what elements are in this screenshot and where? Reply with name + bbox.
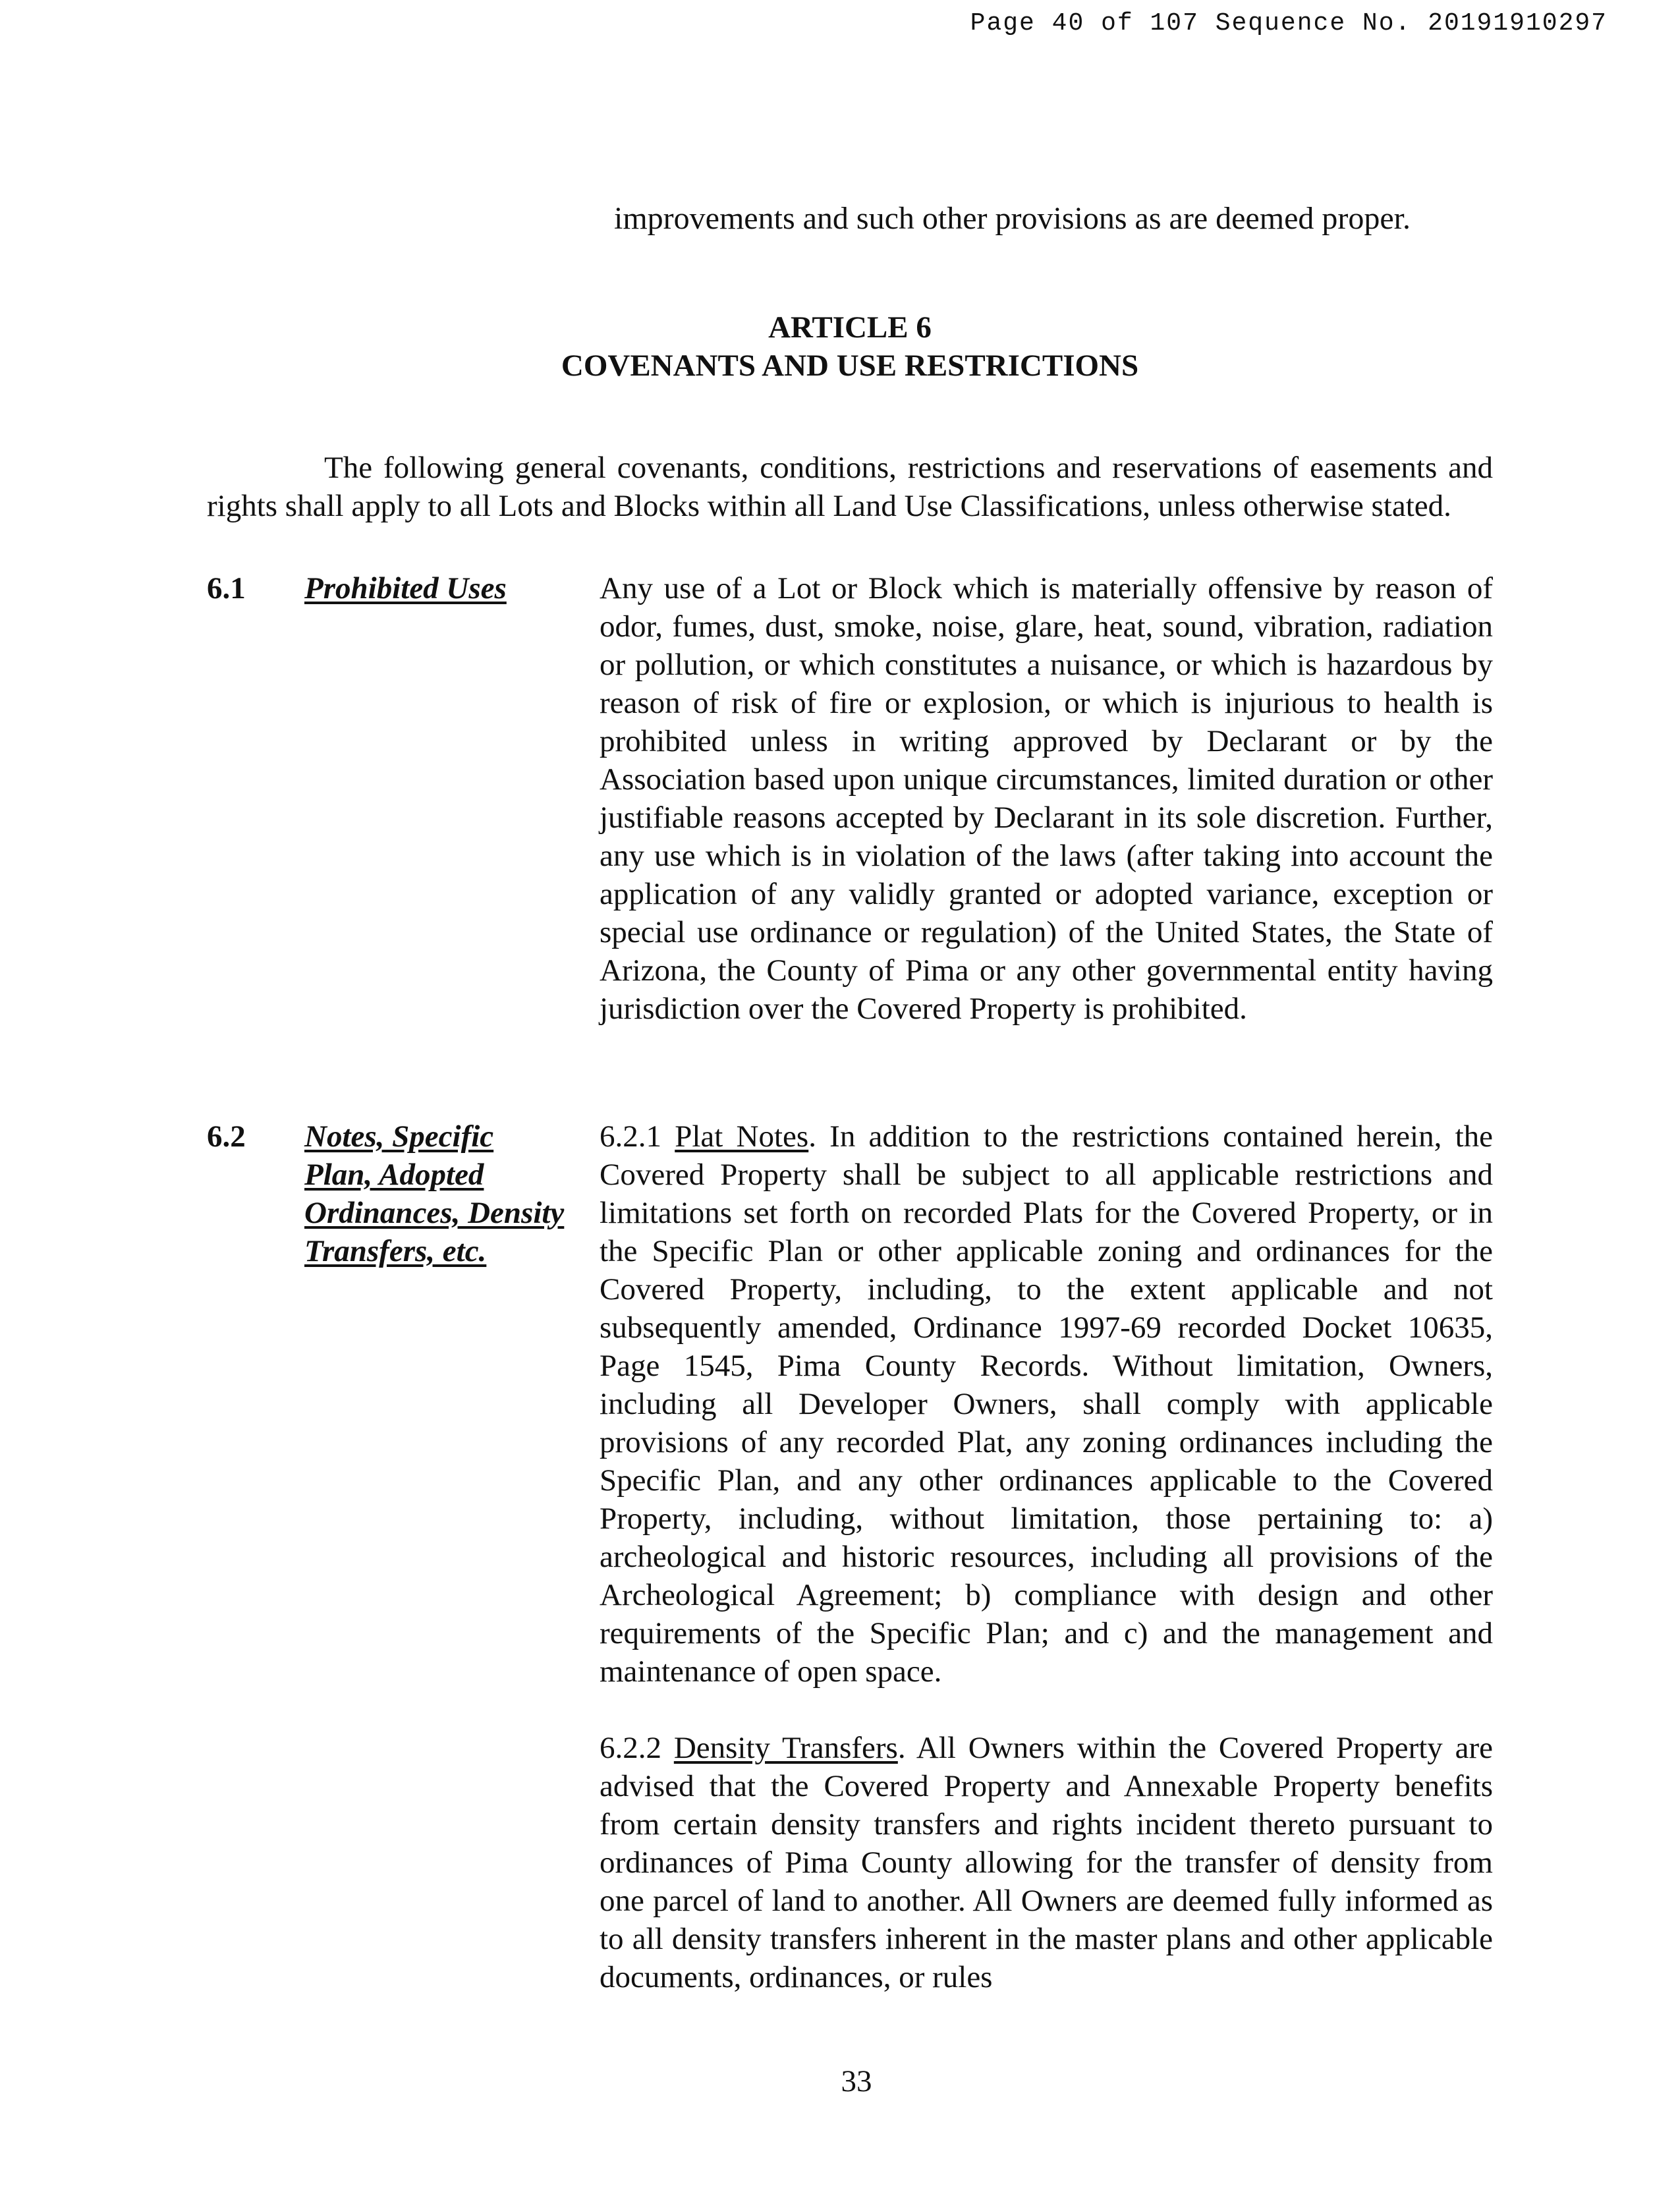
page-number: 33 (841, 2064, 872, 2098)
continuation-text: improvements and such other provisions as are deemed proper. (614, 201, 1411, 236)
subsection-6-2-2: 6.2.2 Density Transfers. All Owners within the Covered Property are advised that the Covered Property and Annexable Property benefits from certain density transfers and rights incident thereto pursuant to ordinances of Pima County allowing for the transfer of density from one parcel of land to another. All Owners are deemed fully informed as to all density transfers inherent in the master plans and other applicable documents, ordinances, or rules (600, 1731, 1493, 1994)
page-sequence-stamp: Page 40 of 107 Sequence No. 20191910297 (970, 9, 1608, 38)
section-paragraph: Any use of a Lot or Block which is materially offensive by reason of odor, fumes, dust, smoke, noise, glare, heat, sound, vibration, radiation or pollution, or which constitutes a nuisance, or which is hazardous by reason of risk of fire or explosion, or which is injurious to health is prohibited unless in writing approved by Declarant or by the Association based upon unique circumstances, limited duration or other justifiable reasons accepted by Declarant in its sole discretion. Further, any use which is in violation of the laws (after taking into account the application of any validly granted or adopted variance, exception or special use ordinance or regulation) of the United States, the State of Arizona, the County of Pima or any other governmental entity having jurisdiction over the Covered Property is prohibited. (600, 571, 1493, 1026)
section-number: 6.2 (207, 1119, 246, 1154)
subsection-text: All Owners within the Covered Property are advised that the Covered Property and Annexable Property benefits from certain density transfers and rights incident thereto pursuant to ordinances of Pima County allowing for the transfer of density from one parcel of land to another. All Owners are deemed fully informed as to all density transfers inherent in the master plans and other applicable documents, ordinances, or rules (600, 1731, 1493, 1994)
subsection-number: 6.2.1 (600, 1119, 661, 1154)
section-body (600, 569, 1493, 1028)
section-number: 6.1 (207, 571, 246, 605)
article-lead-paragraph: The following general covenants, conditions, restrictions and reservations of easements and rights shall apply to all Lots and Blocks within all Land Use Classifications, unless otherwise stated. (207, 451, 1493, 523)
section-body (600, 1117, 1493, 1996)
section-title: Notes, Specific Plan, Adopted Ordinances, Density Transfers, etc. (304, 1119, 565, 1268)
subsection-text: In addition to the restrictions contained herein, the Covered Property shall be subject to all applicable restrictions and limitations set forth on recorded Plats for the Covered Property, or in the Specific Plan or other applicable zoning and ordinances for the Covered Property, including, to the extent applicable and not subsequently amended, Ordinance 1997-69 recorded Docket 10635, Page 1545, Pima County Records. Without limitation, Owners, including all Developer Owners, shall comply with applicable provisions of any recorded Plat, any zoning ordinances including the Specific Plan, and any other ordinances applicable to the Covered Property, including, without limitation, those pertaining to: a) archeological and historic resources, including all provisions of the Archeological Agreement; b) compliance with design and other requirements of the Specific Plan; and c) and the management and maintenance of open space. (600, 1119, 1493, 1689)
subsection-6-2-1: 6.2.1 Plat Notes. In addition to the restrictions contained herein, the Covered Property shall be subject to all applicable restrictions and limitations set forth on recorded Plats for the Covered Property, or in the Specific Plan or other applicable zoning and ordinances for the Covered Property, including, to the extent applicable and not subsequently amended, Ordinance 1997-69 recorded Docket 10635, Page 1545, Pima County Records. Without limitation, Owners, including all Developer Owners, shall comply with applicable provisions of any recorded Plat, any zoning ordinances including the Specific Plan, and any other ordinances applicable to the Covered Property, including, without limitation, those pertaining to: a) archeological and historic resources, including all provisions of the Archeological Agreement; b) compliance with design and other requirements of the Specific Plan; and c) and the management and maintenance of open space. (600, 1119, 1493, 1689)
subsection-heading: Density Transfers (673, 1731, 898, 1765)
subsection-heading: Plat Notes (675, 1119, 809, 1154)
article-title: COVENANTS AND USE RESTRICTIONS (561, 349, 1139, 383)
subsection-number: 6.2.2 (600, 1731, 661, 1765)
section-title: Prohibited Uses (304, 571, 507, 605)
article-number: ARTICLE 6 (768, 310, 932, 345)
